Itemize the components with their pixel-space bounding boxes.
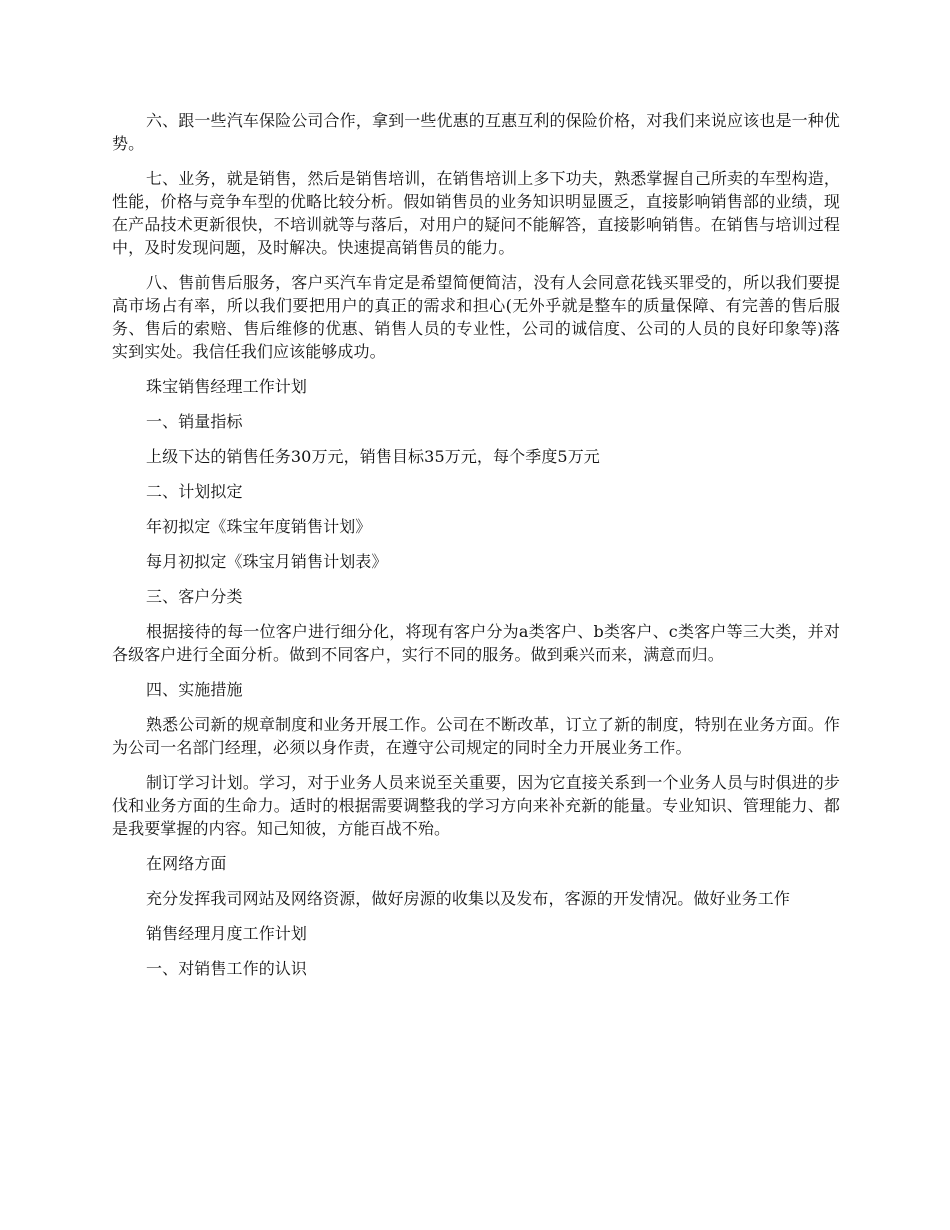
- heading-sales-understanding: 一、对销售工作的认识: [146, 959, 308, 978]
- heading-customer-classification: 三、客户分类: [146, 587, 243, 606]
- heading-plan-drafting: 二、计划拟定: [146, 482, 243, 501]
- paragraph-pre-after-sales-service: 八、售前售后服务，客户买汽车肯定是希望简便简洁，没有人会同意花钱买罪受的，所以我们要提高市场占有率，所以我们要把用户的真正的需求和担心(无外乎就是整车的质量保障、有完善的售后服务、售后的索赔、售后维修的优惠、销售人员的专业性，公司的诚信度、公司的人员的良好印象等)落实到实处。我信任我们应该能够成功。: [112, 273, 840, 361]
- heading-implementation-measures: 四、实施措施: [146, 680, 243, 699]
- document-body: [112, 109, 840, 992]
- paragraph-sales-training: 七、业务，就是销售，然后是销售培训，在销售培训上多下功夫，熟悉掌握自己所卖的车型构造，性能，价格与竞争车型的优略比较分析。假如销售员的业务知识明显匮乏，直接影响销售部的业绩，现在产品技术更新很快，不培训就等与落后，对用户的疑问不能解答，直接影响销售。在销售与培训过程中，及时发现问题，及时解决。快速提高销售员的能力。: [112, 169, 840, 257]
- heading-network: 在网络方面: [146, 854, 227, 873]
- paragraph-monthly-plan: 每月初拟定《珠宝月销售计划表》: [146, 552, 388, 571]
- paragraph-study-plan: 制订学习计划。学习，对于业务人员来说至关重要，因为它直接关系到一个业务人员与时俱进的步伐和业务方面的生命力。适时的根据需要调整我的学习方向来补充新的能量。专业知识、管理能力、都是我要掌握的内容。知己知彼，方能百战不殆。: [112, 773, 840, 838]
- paragraph-network: 充分发挥我司网站及网络资源，做好房源的收集以及发布，客源的开发情况。做好业务工作: [146, 889, 791, 908]
- section-title-jewelry-plan: 珠宝销售经理工作计划: [146, 377, 308, 396]
- paragraph-car-insurance: 六、跟一些汽车保险公司合作，拿到一些优惠的互惠互利的保险价格，对我们来说应该也是一种优势。: [112, 111, 840, 153]
- paragraph-company-rules: 熟悉公司新的规章制度和业务开展工作。公司在不断改革，订立了新的制度，特别在业务方面。作为公司一名部门经理，必须以身作责，在遵守公司规定的同时全力开展业务工作。: [112, 715, 840, 757]
- heading-sales-target: 一、销量指标: [146, 412, 243, 431]
- paragraph-annual-plan: 年初拟定《珠宝年度销售计划》: [146, 517, 372, 536]
- paragraph-customer-classification: 根据接待的每一位客户进行细分化，将现有客户分为a类客户、b类客户、c类客户等三大类，并对各级客户进行全面分析。做到不同客户，实行不同的服务。做到乘兴而来，满意而归。: [112, 622, 840, 664]
- section-title-monthly-plan: 销售经理月度工作计划: [146, 924, 308, 943]
- paragraph-sales-target: 上级下达的销售任务30万元，销售目标35万元，每个季度5万元: [146, 447, 600, 466]
